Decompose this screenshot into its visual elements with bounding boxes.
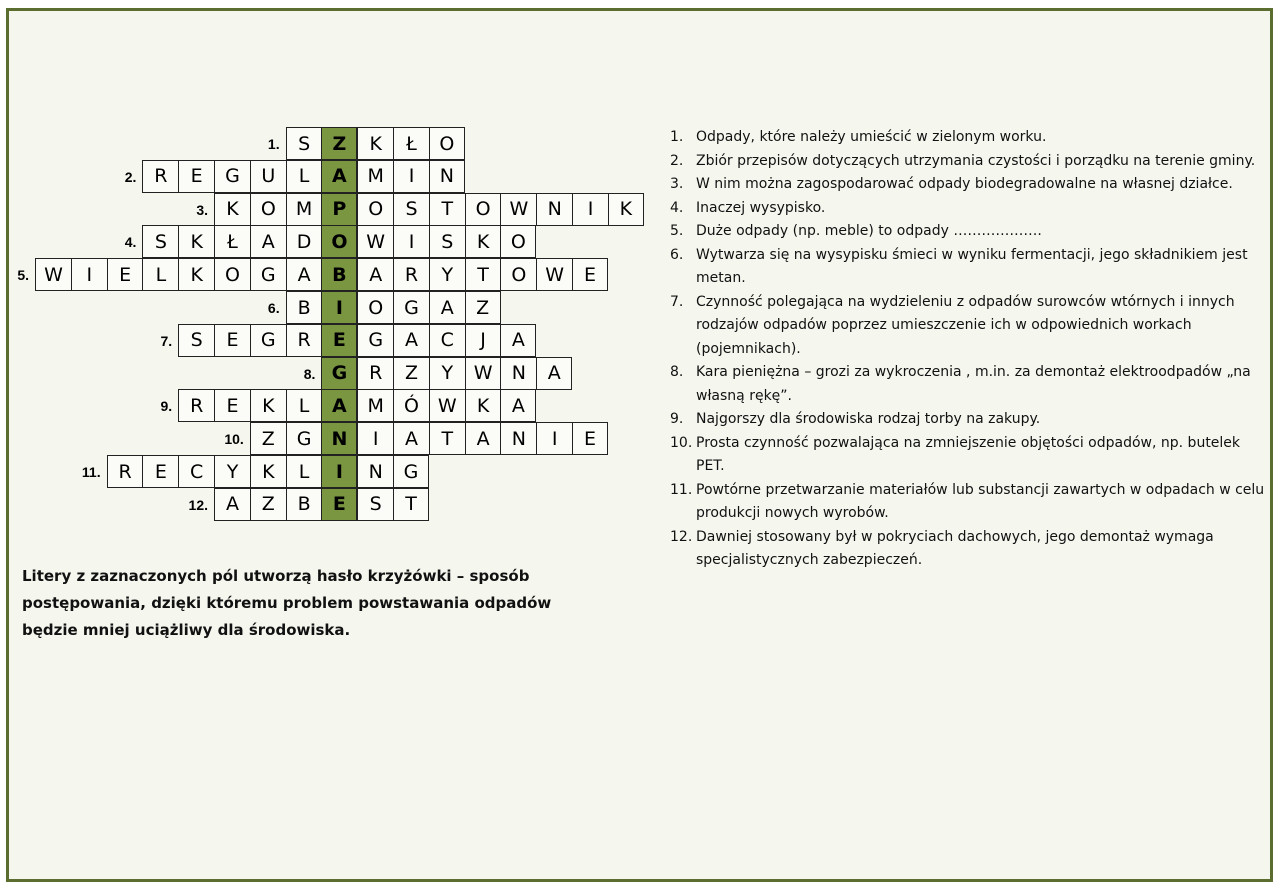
clue-item-number: 8. [670, 364, 684, 380]
clue-item-number: 2. [670, 152, 684, 169]
clue-item-3 [670, 173, 1270, 197]
crossword-cell[interactable]: N [429, 160, 465, 193]
crossword-cell[interactable]: O [250, 193, 286, 226]
clue-item-number: 5. [670, 223, 684, 239]
answer-key-cell[interactable]: I [321, 291, 357, 324]
crossword-cell[interactable]: L [286, 389, 322, 422]
clue-item-10 [670, 432, 1270, 479]
clue-item-number: 10. [670, 434, 693, 451]
clue-item-6 [670, 244, 1270, 291]
crossword-cell[interactable]: A [286, 258, 322, 291]
crossword-cell[interactable]: M [357, 160, 393, 193]
crossword-cell[interactable]: Z [465, 291, 501, 324]
clue-item-text: Inaczej wysypisko. [696, 199, 826, 216]
crossword-cell[interactable]: A [357, 258, 393, 291]
clue-item-text: Kara pieniężna – grozi za wykroczenia , m.in. za demontaż elektroodpadów „na własną rękę”. [696, 364, 1251, 404]
crossword-cell[interactable]: K [178, 225, 214, 258]
crossword-cell[interactable]: G [214, 160, 250, 193]
crossword-cell[interactable]: Ł [214, 225, 250, 258]
crossword-cell[interactable]: T [465, 258, 501, 291]
clue-item-text: Odpady, które należy umieścić w zielonym worku. [696, 129, 1047, 145]
answer-key-cell[interactable]: A [321, 389, 357, 422]
crossword-cell[interactable]: K [250, 455, 286, 488]
crossword-cell[interactable]: K [214, 193, 250, 226]
clue-number-3: 3. [196, 201, 208, 218]
crossword-cell[interactable]: N [357, 455, 393, 488]
crossword-cell[interactable]: U [250, 160, 286, 193]
crossword-cell[interactable]: K [608, 193, 644, 226]
crossword-cell[interactable]: D [286, 225, 322, 258]
clue-number-1: 1. [267, 136, 280, 152]
clue-item-number: 9. [670, 411, 684, 427]
crossword-cell[interactable]: W [35, 258, 71, 291]
crossword-cell[interactable]: E [142, 455, 178, 488]
crossword-cell[interactable]: L [286, 455, 322, 488]
clue-list [670, 126, 1270, 573]
crossword-cell[interactable]: W [500, 193, 536, 226]
crossword-cell[interactable]: O [465, 193, 501, 226]
clue-item-number: 1. [670, 129, 684, 145]
answer-key-cell[interactable]: A [321, 160, 357, 193]
crossword-cell[interactable]: S [429, 225, 465, 258]
clue-item-number: 7. [670, 293, 684, 310]
crossword-cell[interactable]: S [393, 193, 429, 226]
clue-item-text: Duże odpady (np. meble) to odpady ………………. [696, 223, 1042, 239]
crossword-cell[interactable]: A [429, 291, 465, 324]
crossword-cell[interactable]: T [393, 488, 429, 521]
clue-number-2: 2. [124, 168, 137, 185]
crossword-cell[interactable]: N [500, 422, 536, 455]
clue-number-8: 8. [303, 365, 316, 382]
crossword-cell[interactable]: I [536, 422, 572, 455]
answer-key-cell[interactable]: E [321, 324, 357, 357]
answer-key-cell[interactable]: P [321, 193, 357, 226]
clue-item-text: Wytwarza się na wysypisku śmieci w wyniku fermentacji, jego składnikiem jest metan. [696, 246, 1248, 286]
clue-number-11: 11. [81, 464, 101, 480]
crossword-cell[interactable]: I [393, 225, 429, 258]
crossword-cell[interactable]: W [357, 225, 393, 258]
crossword-cell[interactable]: T [429, 422, 465, 455]
crossword-cell[interactable]: S [178, 324, 214, 357]
crossword-cell[interactable]: I [357, 422, 393, 455]
crossword-cell[interactable]: A [250, 225, 286, 258]
clue-item-number: 12. [670, 528, 693, 545]
crossword-cell[interactable]: A [465, 422, 501, 455]
crossword-cell[interactable]: G [250, 324, 286, 357]
answer-key-cell[interactable]: E [321, 488, 357, 521]
crossword-cell[interactable]: R [286, 324, 322, 357]
crossword-cell[interactable]: R [357, 357, 393, 390]
clue-number-9: 9. [160, 398, 173, 415]
crossword-cell[interactable]: L [142, 258, 178, 291]
clue-item-8 [670, 361, 1270, 408]
crossword-cell[interactable]: E [178, 160, 214, 193]
crossword-cell[interactable]: K [465, 225, 501, 258]
clue-item-4 [670, 197, 1270, 221]
clue-number-7: 7. [160, 332, 173, 349]
crossword-cell[interactable]: A [393, 422, 429, 455]
crossword-cell[interactable]: I [572, 193, 608, 226]
crossword-cell[interactable]: R [178, 389, 214, 422]
clue-item-9 [670, 408, 1270, 432]
clue-number-6: 6. [267, 300, 280, 316]
crossword-cell[interactable]: I [393, 160, 429, 193]
crossword-cell[interactable]: R [393, 258, 429, 291]
clue-item-5 [670, 220, 1270, 244]
clue-item-text: Powtórne przetwarzanie materiałów lub substancji zawartych w odpadach w celu produkcji nowych wyrobów. [696, 481, 1265, 521]
crossword-cell[interactable]: G [250, 258, 286, 291]
crossword-cell[interactable]: E [107, 258, 143, 291]
crossword-cell[interactable]: W [465, 357, 501, 390]
crossword-cell[interactable]: O [429, 127, 465, 160]
crossword-cell[interactable]: I [71, 258, 107, 291]
crossword-cell[interactable]: M [286, 193, 322, 226]
crossword-cell[interactable]: C [429, 324, 465, 357]
clue-item-text: W nim można zagospodarować odpady biodegradowalne na własnej działce. [696, 176, 1233, 192]
crossword-cell[interactable]: S [357, 488, 393, 521]
crossword-cell[interactable]: K [357, 127, 393, 160]
crossword-cell[interactable]: Y [214, 455, 250, 488]
crossword-cell[interactable]: W [429, 389, 465, 422]
crossword-cell[interactable]: A [393, 324, 429, 357]
crossword-cell[interactable]: E [572, 422, 608, 455]
crossword-cell[interactable]: O [357, 291, 393, 324]
crossword-cell[interactable]: B [286, 488, 322, 521]
clue-item-2 [670, 150, 1270, 174]
crossword-cell[interactable]: Y [429, 357, 465, 390]
crossword-cell[interactable]: J [465, 324, 501, 357]
crossword-cell[interactable]: O [214, 258, 250, 291]
clue-number-5: 5. [17, 267, 29, 284]
clue-item-text: Zbiór przepisów dotyczących utrzymania czystości i porządku na terenie gminy. [696, 152, 1256, 169]
clue-item-text: Dawniej stosowany był w pokryciach dachowych, jego demontaż wymaga specjalistycznych zabezpieczeń. [696, 528, 1214, 568]
crossword-cell[interactable]: R [107, 455, 143, 488]
crossword-cell[interactable]: E [214, 324, 250, 357]
crossword-cell[interactable]: N [500, 357, 536, 390]
crossword-cell[interactable]: K [465, 389, 501, 422]
crossword-cell[interactable]: A [500, 324, 536, 357]
clue-item-11 [670, 479, 1270, 526]
crossword-cell[interactable]: O [357, 193, 393, 226]
crossword-cell[interactable]: E [214, 389, 250, 422]
crossword-cell[interactable]: G [393, 455, 429, 488]
clue-item-number: 6. [670, 246, 684, 263]
clue-item-number: 11. [670, 481, 693, 498]
crossword-cell[interactable]: A [500, 389, 536, 422]
instruction-note: Litery z zaznaczonych pól utworzą hasło krzyżówki – sposób postępowania, dzięki któremu problem powstawania odpadów będzie mniej uciążliwy dla środowiska. [22, 567, 552, 639]
crossword-cell[interactable]: A [214, 488, 250, 521]
crossword-cell[interactable]: S [142, 225, 178, 258]
crossword-cell[interactable]: E [572, 258, 608, 291]
answer-key-cell[interactable]: G [321, 357, 357, 390]
clue-item-text: Prosta czynność pozwalająca na zmniejszenie objętości odpadów, np. butelek PET. [696, 434, 1241, 474]
crossword-cell[interactable]: W [536, 258, 572, 291]
answer-key-cell[interactable]: I [321, 455, 357, 488]
crossword-cell[interactable]: R [142, 160, 178, 193]
clue-number-12: 12. [188, 496, 208, 513]
crossword-cell[interactable]: N [536, 193, 572, 226]
clue-item-text: Najgorszy dla środowiska rodzaj torby na zakupy. [696, 411, 1041, 427]
crossword-cell[interactable]: M [357, 389, 393, 422]
crossword-cell[interactable]: Z [250, 488, 286, 521]
crossword-cell[interactable]: S [286, 127, 322, 160]
clue-item-1 [670, 126, 1270, 150]
crossword-cell[interactable]: Y [429, 258, 465, 291]
answer-key-cell[interactable]: Z [321, 127, 357, 160]
crossword-cell[interactable]: A [536, 357, 572, 390]
crossword-cell[interactable]: T [429, 193, 465, 226]
clue-item-number: 3. [670, 176, 684, 192]
clue-number-10: 10. [224, 431, 244, 448]
crossword-cell[interactable]: Z [250, 422, 286, 455]
clue-item-7 [670, 291, 1270, 362]
crossword-cell[interactable]: G [286, 422, 322, 455]
crossword-cell[interactable]: O [500, 225, 536, 258]
clue-number-4: 4. [124, 234, 137, 251]
clue-item-text: Czynność polegająca na wydzieleniu z odpadów surowców wtórnych i innych rodzajów odpadów poprzez umieszczenie ich w odpowiednich workach (pojemnikach). [696, 293, 1235, 357]
crossword-cell[interactable]: K [250, 389, 286, 422]
crossword-cell[interactable]: K [178, 258, 214, 291]
crossword-cell[interactable]: L [286, 160, 322, 193]
clue-item-12 [670, 526, 1270, 573]
crossword-cell[interactable]: B [286, 291, 322, 324]
crossword-cell[interactable]: Ó [393, 389, 429, 422]
crossword-cell[interactable]: O [500, 258, 536, 291]
answer-key-cell[interactable]: B [321, 258, 357, 291]
crossword-cell[interactable]: Z [393, 357, 429, 390]
answer-key-cell[interactable]: N [321, 422, 357, 455]
crossword-cell[interactable]: Ł [393, 127, 429, 160]
clue-item-number: 4. [670, 199, 684, 216]
answer-key-cell[interactable]: O [321, 225, 357, 258]
crossword-cell[interactable]: G [393, 291, 429, 324]
crossword-cell[interactable]: C [178, 455, 214, 488]
crossword-cell[interactable]: G [357, 324, 393, 357]
